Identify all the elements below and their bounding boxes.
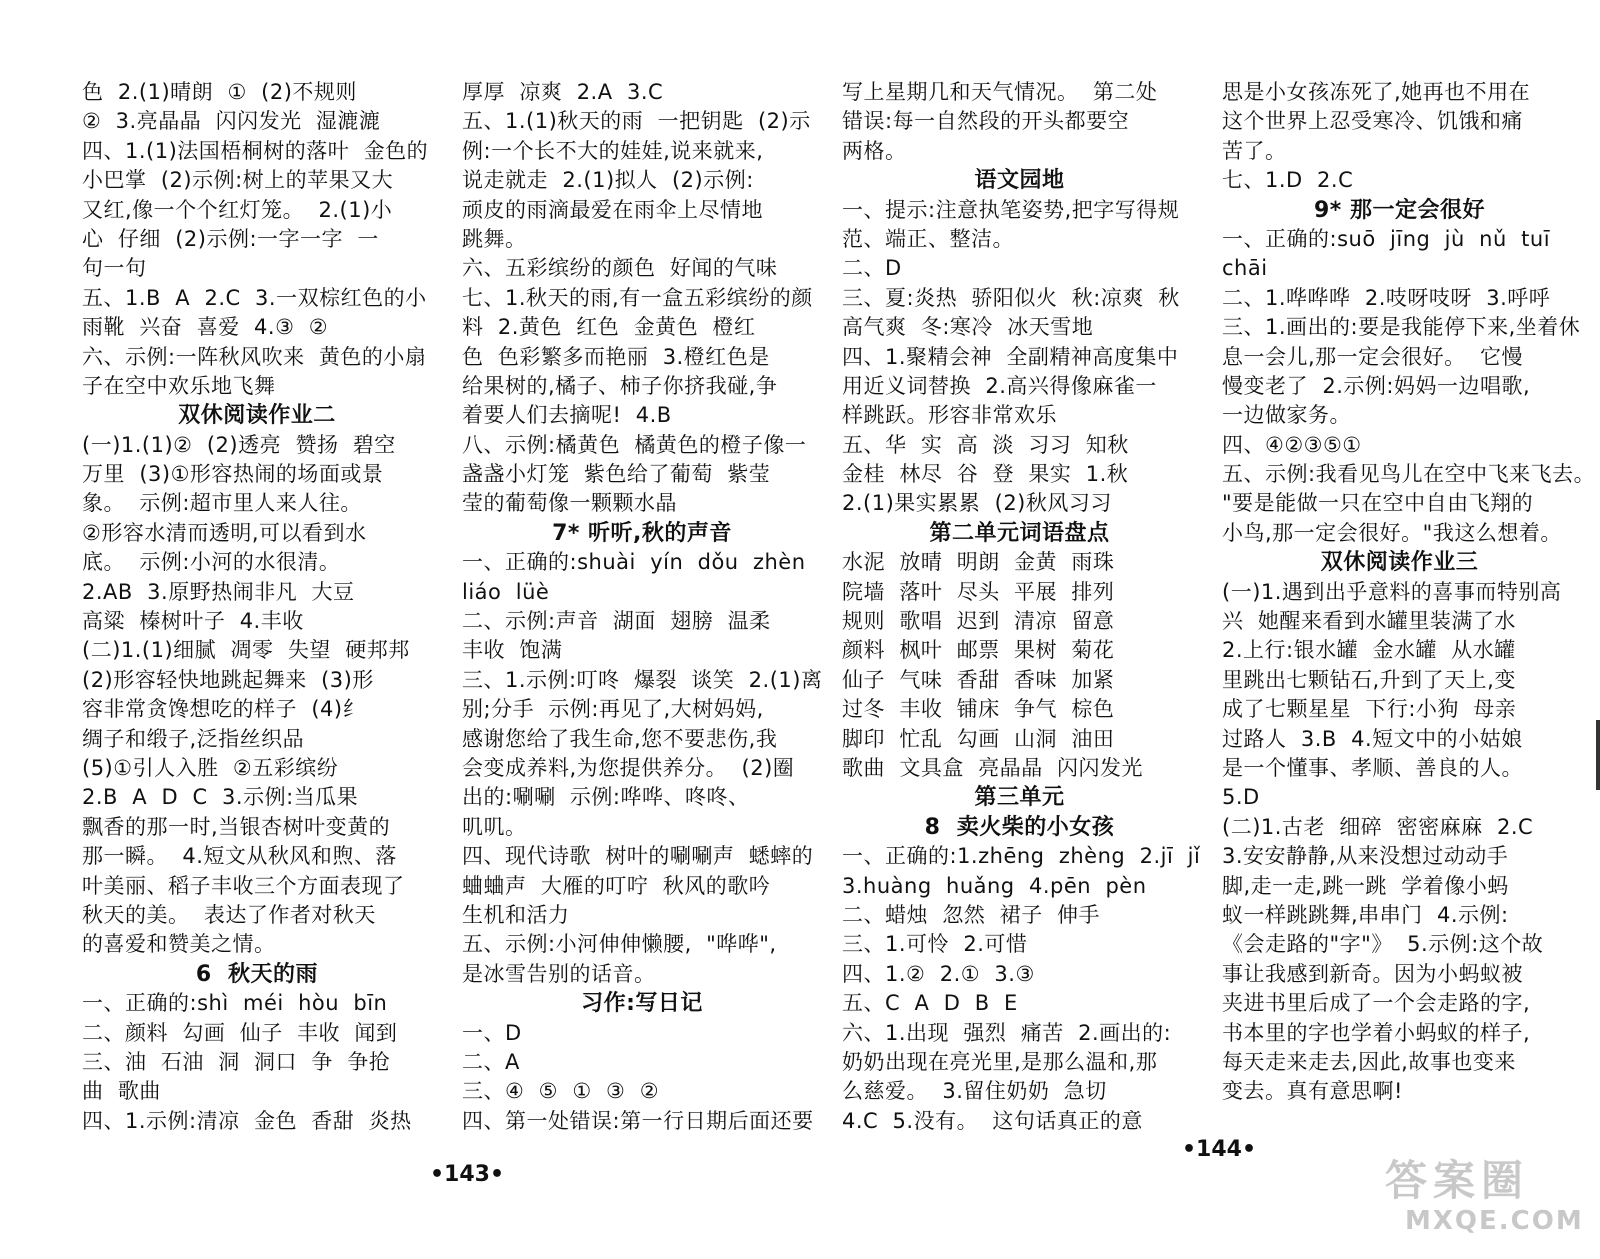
answer-line: 又红,像一个个红灯笼。 2.(1)小 xyxy=(82,197,393,222)
answer-line: 用近义词替换 2.高兴得像麻雀一 xyxy=(842,373,1157,398)
section-heading: 双休阅读作业三 xyxy=(1320,550,1479,576)
answer-line: 料 2.黄色 红色 金黄色 橙红 xyxy=(462,315,756,340)
answer-line: 飘香的那一时,当银杏树叶变黄的 xyxy=(82,814,391,839)
answer-line: 莹的葡萄像一颗颗水晶 xyxy=(462,491,677,516)
answer-line: 奶奶出现在亮光里,是那么温和,那 xyxy=(842,1049,1158,1074)
answer-line: 底。 示例:小河的水很清。 xyxy=(82,550,341,575)
answer-line: 的喜爱和赞美之情。 xyxy=(82,932,276,957)
answer-line: 容非常贪馋想吃的样子 (4)纟 xyxy=(82,697,365,722)
answer-line: 范、端正、整洁。 xyxy=(842,226,1014,251)
answer-line: 过路人 3.B 4.短文中的小姑娘 xyxy=(1222,726,1523,751)
answer-line: ② 3.亮晶晶 闪闪发光 湿漉漉 xyxy=(82,109,381,134)
answer-line: 么慈爱。 3.留住奶奶 急切 xyxy=(842,1079,1107,1104)
answer-line: 夹进书里后成了一个会走路的字, xyxy=(1222,991,1531,1016)
answer-line: 兴 她醒来看到水罐里装满了水 xyxy=(1222,609,1516,634)
answer-line: 一、正确的:1.zhēng zhèng 2.jī jǐ xyxy=(842,844,1201,869)
answer-line: 错误:每一自然段的开头都要空 xyxy=(842,109,1130,134)
answer-line: 高气爽 冬:寒冷 冰天雪地 xyxy=(842,315,1094,340)
answer-line: 小巴掌 (2)示例:树上的苹果又大 xyxy=(82,168,394,193)
answer-line: 两格。 xyxy=(842,138,907,163)
answer-line: 那一瞬。 4.短文从秋风和煦、落 xyxy=(82,844,397,869)
answer-line: 象。 示例:超市里人来人往。 xyxy=(82,491,362,516)
answer-line: 二、蜡烛 忽然 裙子 伸手 xyxy=(842,902,1101,927)
answer-line: 子在空中欢乐地飞舞 xyxy=(82,373,276,398)
section-heading: 6 秋天的雨 xyxy=(195,961,319,987)
answer-line: 顽皮的雨滴最爱在雨伞上尽情地 xyxy=(462,197,763,222)
answer-line: 5.D xyxy=(1222,785,1260,810)
answer-line: 二、示例:声音 湖面 翅膀 温柔 xyxy=(462,609,771,634)
answer-line: 感谢您给了我生命,您不要悲伤,我 xyxy=(462,726,778,751)
answer-line: 着要人们去摘呢! 4.B xyxy=(462,403,672,428)
answer-line: 三、1.可怜 2.可惜 xyxy=(842,932,1028,957)
section-heading: 语文园地 xyxy=(974,168,1065,194)
answer-line: 蚁一样跳跳舞,串串门 4.示例: xyxy=(1222,902,1509,927)
answer-line: 厚厚 凉爽 2.A 3.C xyxy=(462,80,664,104)
answer-line: 五、示例:小河伸伸懒腰, "哗哗", xyxy=(462,932,777,957)
answer-line: 四、1.(1)法国梧桐树的落叶 金色的 xyxy=(82,138,429,163)
answer-line: 变去。真有意思啊! xyxy=(1222,1079,1403,1104)
answer-line: 三、1.示例:叮咚 爆裂 谈笑 2.(1)离 xyxy=(462,667,823,692)
answer-line: 里跳出七颗钻石,升到了天上,变 xyxy=(1222,667,1516,692)
answer-line: 苦了。 xyxy=(1222,138,1287,163)
answer-line: chāi xyxy=(1222,256,1268,281)
answer-line: 万里 (3)①形容热闹的场面或景 xyxy=(82,462,384,487)
watermark-logo xyxy=(1385,1148,1585,1248)
answer-line: 高粱 榛树叶子 4.丰收 xyxy=(82,609,304,634)
answer-line: 是冰雪告别的话音。 xyxy=(462,961,656,986)
answer-line: (2)形容轻快地跳起舞来 (3)形 xyxy=(82,667,374,692)
column-4 xyxy=(1222,78,1596,1107)
answer-line: 例:一个长不大的娃娃,说来就来, xyxy=(462,138,764,163)
answer-line: 叽叽。 xyxy=(462,814,527,839)
answer-line: 四、第一处错误:第一行日期后面还要 xyxy=(462,1108,814,1133)
answer-line: 一、正确的:suō jīng jù nǔ tuī xyxy=(1222,226,1551,251)
answer-line: 样跳跃。形容非常欢乐 xyxy=(842,403,1057,428)
answer-line: 雨靴 兴奋 喜爱 4.③ ② xyxy=(82,315,329,340)
answer-line: 盏盏小灯笼 紫色给了葡萄 紫莹 xyxy=(462,462,771,487)
answer-line: (一)1.(1)② (2)透亮 赞扬 碧空 xyxy=(82,432,396,457)
answer-line: 七、1.D 2.C xyxy=(1222,168,1354,193)
answer-line: 七、1.秋天的雨,有一盒五彩缤纷的颜 xyxy=(462,285,813,310)
answer-line: 写上星期几和天气情况。 第二处 xyxy=(842,80,1158,104)
answer-line: 二、颜料 勾画 仙子 丰收 闻到 xyxy=(82,1020,398,1045)
answer-line: 心 仔细 (2)示例:一字一字 一 xyxy=(82,226,379,251)
answer-line: 息一会儿,那一定会很好。 它慢 xyxy=(1222,344,1524,369)
answer-line: 跳舞。 xyxy=(462,226,527,251)
answer-line: 3.huàng huǎng 4.pēn pèn xyxy=(842,873,1147,898)
answer-line: 给果树的,橘子、柿子你挤我碰,争 xyxy=(462,373,778,398)
answer-line: 金桂 林尽 谷 登 果实 1.秋 xyxy=(842,462,1129,487)
answer-line: 四、1.示例:清凉 金色 香甜 炎热 xyxy=(82,1108,412,1133)
page-number-left: •143• xyxy=(430,1162,505,1187)
answer-line: 二、A xyxy=(462,1049,520,1074)
answer-line: 2.上行:银水罐 金水罐 从水罐 xyxy=(1222,638,1516,663)
answer-line: 说走就走 2.(1)拟人 (2)示例: xyxy=(462,168,754,193)
answer-line: 一、正确的:shuài yín dǒu zhèn xyxy=(462,550,806,575)
answer-line: 曲 歌曲 xyxy=(82,1079,161,1104)
answer-line: 一、提示:注意执笔姿势,把字写得规 xyxy=(842,197,1180,222)
answer-line: 四、1.聚精会神 全副精神高度集中 xyxy=(842,344,1179,369)
answer-line: 院墙 落叶 尽头 平展 排列 xyxy=(842,579,1115,604)
answer-line: 八、示例:橘黄色 橘黄色的橙子像一 xyxy=(462,432,807,457)
section-heading: 第二单元词语盘点 xyxy=(929,520,1110,546)
answer-line: 六、五彩缤纷的颜色 好闻的气味 xyxy=(462,256,778,281)
answer-line: 颜料 枫叶 邮票 果树 菊花 xyxy=(842,638,1115,663)
section-heading: 7* 听听,秋的声音 xyxy=(552,520,732,546)
answer-line: 脚印 忙乱 勾画 山洞 油田 xyxy=(842,726,1115,751)
page-number-right: •144• xyxy=(1182,1137,1257,1162)
answer-line: 3.安安静静,从来没想过动动手 xyxy=(1222,844,1509,869)
answer-line: 水泥 放晴 明朗 金黄 雨珠 xyxy=(842,550,1115,575)
answer-line: 慢变老了 2.示例:妈妈一边唱歌, xyxy=(1222,373,1531,398)
answer-line: 三、1.画出的:要是我能停下来,坐着休 xyxy=(1222,315,1581,340)
answer-line: 这个世界上忍受寒冷、饥饿和痛 xyxy=(1222,109,1523,134)
answer-line: (一)1.遇到出乎意料的喜事而特别高 xyxy=(1222,579,1562,604)
answer-line: "要是能做一只在空中自由飞翔的 xyxy=(1222,491,1534,516)
answer-line: 会变成养料,为您提供养分。 (2)圈 xyxy=(462,755,795,780)
page-edge-mark xyxy=(1596,720,1600,790)
answer-line: 一、正确的:shì méi hòu bīn xyxy=(82,991,388,1016)
answer-line: 四、现代诗歌 树叶的唰唰声 蟋蟀的 xyxy=(462,844,814,869)
answer-line: 过冬 丰收 铺床 争气 棕色 xyxy=(842,697,1115,722)
answer-line: 三、夏:炎热 骄阳似火 秋:凉爽 秋 xyxy=(842,285,1180,310)
watermark-title: 答案圈 xyxy=(1385,1156,1530,1205)
answer-line: 六、1.出现 强烈 痛苦 2.画出的: xyxy=(842,1020,1172,1045)
answer-line: 六、示例:一阵秋风吹来 黄色的小扇 xyxy=(82,344,427,369)
watermark-url: MXQE.COM xyxy=(1405,1206,1584,1236)
answer-line: 2.(1)果实累累 (2)秋风习习 xyxy=(842,491,1112,516)
answer-line: 事让我感到新奇。因为小蚂蚁被 xyxy=(1222,961,1523,986)
answer-line: 五、示例:我看见鸟儿在空中飞来飞去。 xyxy=(1222,462,1596,487)
answer-line: (二)1.古老 细碎 密密麻麻 2.C xyxy=(1222,814,1534,839)
answer-line: 歌曲 文具盒 亮晶晶 闪闪发光 xyxy=(842,755,1144,780)
answer-line: 句一句 xyxy=(82,256,147,281)
answer-line: 蛐蛐声 大雁的叮咛 秋风的歌吟 xyxy=(462,873,771,898)
answer-line: 每天走来走去,因此,故事也变来 xyxy=(1222,1049,1516,1074)
answer-line: 三、油 石油 洞 洞口 争 争抢 xyxy=(82,1049,391,1074)
answer-line: 三、④ ⑤ ① ③ ② xyxy=(462,1079,660,1104)
answer-line: 别;分手 示例:再见了,大树妈妈, xyxy=(462,697,764,722)
answer-line: 脚,走一走,跳一跳 学着像小蚂 xyxy=(1222,873,1509,898)
answer-line: 出的:唰唰 示例:哗哗、咚咚、 xyxy=(462,785,750,810)
answer-line: 一边做家务。 xyxy=(1222,403,1351,428)
answer-line: 2.AB 3.原野热闹非凡 大豆 xyxy=(82,579,355,604)
answer-line: 五、1.B A 2.C 3.一双棕红色的小 xyxy=(82,285,427,310)
answer-line: 秋天的美。 表达了作者对秋天 xyxy=(82,902,376,927)
answer-line: 规则 歌唱 迟到 清凉 留意 xyxy=(842,609,1115,634)
answer-line: 书本里的字也学着小蚂蚁的样子, xyxy=(1222,1020,1531,1045)
answer-line: 叶美丽、稻子丰收三个方面表现了 xyxy=(82,873,405,898)
answer-line: 是一个懂事、孝顺、善良的人。 xyxy=(1222,755,1523,780)
answer-line: 色 色彩繁多而艳丽 3.橙红色是 xyxy=(462,344,770,369)
column-1 xyxy=(82,78,432,1136)
answer-line: 成了七颗星星 下行:小狗 母亲 xyxy=(1222,697,1517,722)
answer-line: ②形容水清而透明,可以看到水 xyxy=(82,520,367,545)
answer-line: 一、D xyxy=(462,1020,522,1045)
answer-line: 生机和活力 xyxy=(462,902,570,927)
column-3 xyxy=(842,78,1201,1136)
section-heading: 习作:写日记 xyxy=(581,991,703,1017)
answer-line: 2.B A D C 3.示例:当瓜果 xyxy=(82,785,359,810)
answer-line: 二、D xyxy=(842,256,902,281)
answer-line: (二)1.(1)细腻 凋零 失望 硬邦邦 xyxy=(82,638,410,663)
answer-line: 四、1.② 2.① 3.③ xyxy=(842,961,1035,986)
answer-line: 丰收 饱满 xyxy=(462,638,563,663)
section-heading: 9* 那一定会很好 xyxy=(1314,197,1485,223)
answer-line: 小鸟,那一定会很好。"我这么想着。 xyxy=(1222,520,1562,545)
answer-line: 思是小女孩冻死了,她再也不用在 xyxy=(1222,80,1531,104)
section-heading: 8 卖火柴的小女孩 xyxy=(924,814,1115,840)
answer-line: (5)①引人入胜 ②五彩缤纷 xyxy=(82,755,339,780)
answer-line: 仙子 气味 香甜 香味 加紧 xyxy=(842,667,1115,692)
answer-line: 二、1.哗哗哗 2.吱呀吱呀 3.呼呼 xyxy=(1222,285,1551,310)
section-heading: 双休阅读作业二 xyxy=(178,403,336,429)
answer-line: 五、1.(1)秋天的雨 一把钥匙 (2)示 xyxy=(462,109,811,134)
answer-line: 4.C 5.没有。 这句话真正的意 xyxy=(842,1108,1143,1133)
section-heading: 第三单元 xyxy=(974,785,1065,811)
answer-line: 《会走路的"字"》 5.示例:这个故 xyxy=(1222,932,1544,957)
answer-line: 五、华 实 高 淡 习习 知秋 xyxy=(842,432,1129,457)
answer-line: liáo lüè xyxy=(462,579,550,604)
answer-line: 绸子和缎子,泛指丝织品 xyxy=(82,726,305,751)
answer-line: 五、C A D B E xyxy=(842,991,1018,1016)
answer-line: 四、④②③⑤① xyxy=(1222,432,1362,457)
column-2 xyxy=(462,78,822,1136)
answer-line: 色 2.(1)晴朗 ① (2)不规则 xyxy=(82,80,357,104)
